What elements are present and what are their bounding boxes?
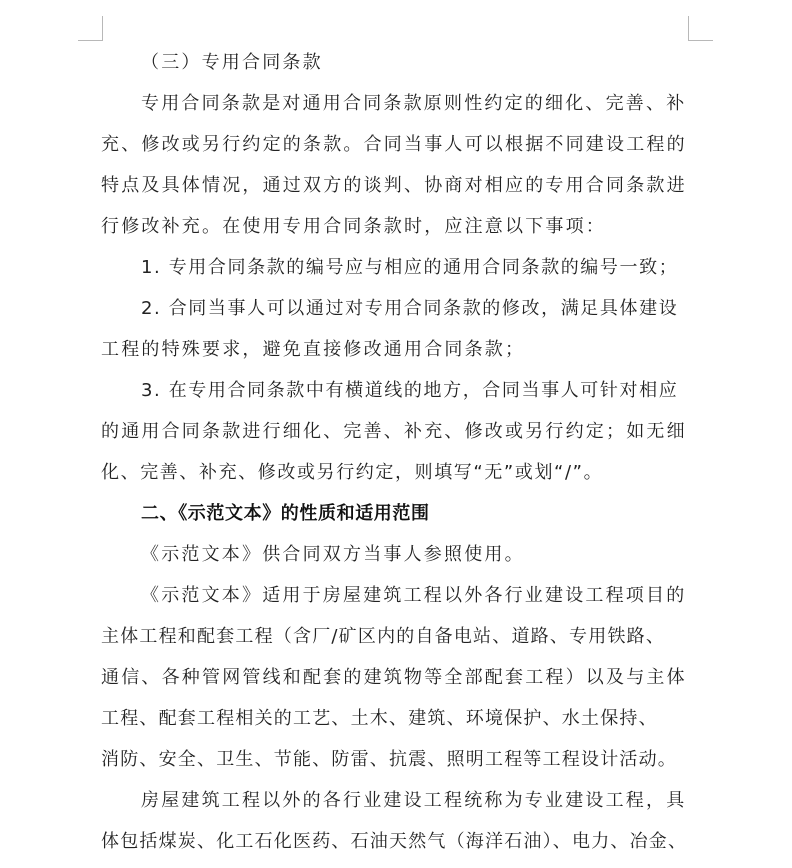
paragraph-line: 《示范文本》供合同双方当事人参照使用。 [141,544,525,565]
crop-mark-top-right [688,16,713,41]
paragraph-line: 专用合同条款是对通用合同条款原则性约定的细化、完善、补 [141,93,687,114]
crop-mark-top-left [78,16,103,41]
document-body [101,42,691,862]
paragraph-line: 工程的特殊要求，避免直接修改通用合同条款； [101,339,526,360]
paragraph-line: 的通用合同条款进行细化、完善、补充、修改或另行约定；如无细 [101,421,687,442]
section-heading: 二、《示范文本》的性质和适用范围 [141,503,430,524]
paragraph-line: 体包括煤炭、化工石化医药、石油天然气（海洋石油）、电力、冶金、 [101,831,688,852]
subsection-heading: （三）专用合同条款 [141,52,323,73]
paragraph-line: 充、修改或另行约定的条款。合同当事人可以根据不同建设工程的 [101,134,687,155]
paragraph-line: 化、完善、补充、修改或另行约定，则填写“无”或划“/”。 [101,462,604,483]
paragraph-line: 通信、各种管网管线和配套的建筑物等全部配套工程）以及与主体 [101,667,687,688]
paragraph-line: 工程、配套工程相关的工艺、土木、建筑、环境保护、水土保持、 [101,708,658,729]
paragraph-line: 特点及具体情况，通过双方的谈判、协商对相应的专用合同条款进 [101,175,687,196]
paragraph-line: 消防、安全、卫生、节能、防雷、抗震、照明工程等工程设计活动。 [101,749,677,770]
paragraph-line: 行修改补充。在使用专用合同条款时，应注意以下事项： [101,216,606,237]
list-item-1: 1. 专用合同条款的编号应与相应的通用合同条款的编号一致； [141,257,679,278]
paragraph-line: 房屋建筑工程以外的各行业建设工程统称为专业建设工程，具 [141,790,687,811]
paragraph-line: 《示范文本》适用于房屋建筑工程以外各行业建设工程项目的 [141,585,687,606]
list-item-2: 2. 合同当事人可以通过对专用合同条款的修改，满足具体建设 [141,298,679,319]
paragraph-line: 主体工程和配套工程（含厂/矿区内的自备电站、道路、专用铁路、 [101,626,666,647]
list-item-3: 3. 在专用合同条款中有横道线的地方，合同当事人可针对相应 [141,380,679,401]
